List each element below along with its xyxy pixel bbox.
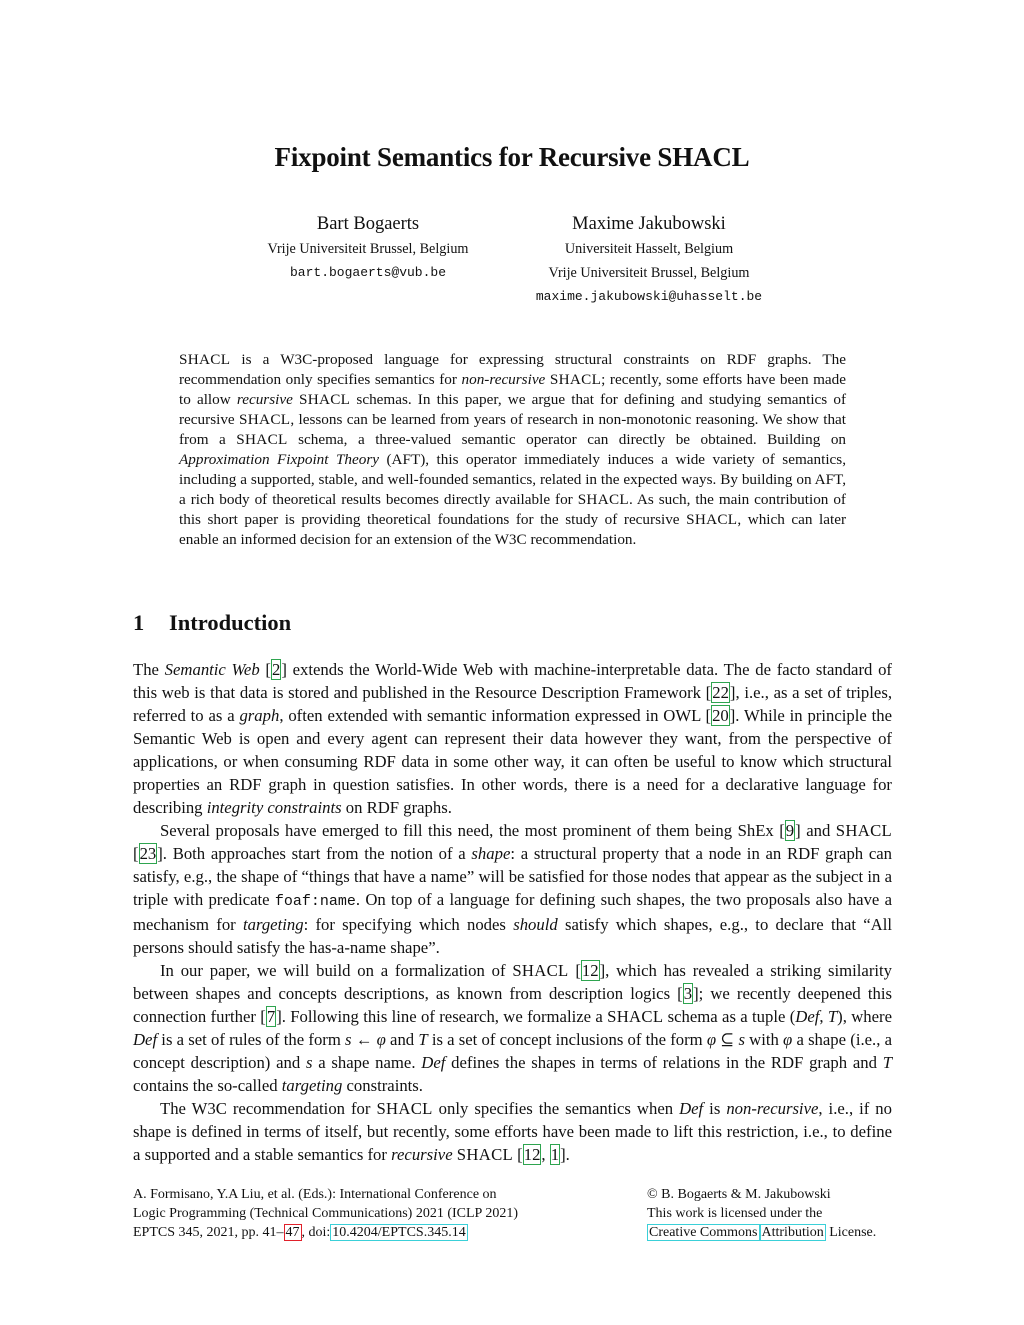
author-name: Bart Bogaerts	[316, 214, 420, 234]
footer-left: A. Formisano, Y.A Liu, et al. (Eds.): International Conference on Logic Programming (Technical Communications) 2021 (ICLP 2021) EPTCS 345, 2021, pp. 41– 47 , doi: 10.4204/EPTCS.345.14	[133, 1187, 518, 1240]
author-name: Maxime Jakubowski	[572, 214, 726, 234]
citation-link[interactable]: 20	[712, 706, 729, 725]
citation-link[interactable]: 1	[550, 1145, 560, 1164]
abstract	[179, 350, 846, 550]
citation-link[interactable]: 12	[581, 961, 599, 980]
citation-link[interactable]: 22	[712, 683, 729, 702]
author-affiliation: Vrije Universiteit Brussel, Belgium	[548, 265, 750, 281]
last-page-link[interactable]: 47	[285, 1225, 300, 1240]
citation-link[interactable]: 23	[139, 844, 157, 863]
author-block-1	[243, 211, 493, 285]
citation-link[interactable]: 12	[523, 1145, 541, 1164]
attribution-link[interactable]: Attribution	[761, 1225, 824, 1240]
section-heading	[133, 610, 291, 636]
citation-link[interactable]: 7	[266, 1007, 276, 1026]
citation-link[interactable]: 3	[683, 984, 693, 1003]
author-affiliation: Universiteit Hasselt, Belgium	[564, 241, 734, 257]
section-title: Introduction	[169, 610, 292, 635]
section-number: 1	[133, 610, 145, 635]
paragraph-2: Several proposals have emerged to fill this need, the most prominent of them being ShEx [9] and SHACL [23]. Both approaches start from the notion of a shape: a structural property that a node in an RDF graph can satisfy, e.g., the shape of “things that have a name” will be satisfied for those nodes that appear as the subject in a triple with predicate foaf:name. On top of a language for defining such shapes, the two proposals also have a mechanism for targeting: for specifying which nodes should satisfy which shapes, e.g., to declare that “All persons should satisfy the has-a-name shape”.	[133, 821, 893, 957]
author-email: bart.bogaerts@vub.be	[289, 265, 447, 280]
body-text	[133, 658, 892, 1166]
footer-right: © B. Bogaerts & M. Jakubowski This work is licensed under the Creative Commons Attribution License.	[647, 1187, 877, 1240]
paragraph-3: In our paper, we will build on a formalization of SHACL [12], which has revealed a striking similarity between shapes and concepts descriptions, as known from description logics [3]; we recently deepened this connection further [7]. Following this line of research, we formalize a SHACL schema as a tuple (Def, T), where Def is a set of rules of the form s ← φ and T is a set of concept inclusions of the form φ ⊆ s with φ a shape (i.e., a concept description) and s a shape name. Def defines the shapes in terms of relations in the RDF graph and T contains the so-called targeting constraints.	[133, 961, 892, 1095]
citation-link[interactable]: 2	[271, 660, 281, 679]
author-block-2	[518, 211, 780, 309]
abstract-text: SHACL is a W3C-proposed language for expressing structural constraints on RDF graphs. The recommendation only specifies semantics for non-recursive SHACL; recently, some efforts have been made to allow recursive SHACL schemas. In this paper, we argue that for defining and studying semantics of recursive SHACL, lessons can be learned from years of research in non-monotonic reasoning. We show that from a SHACL schema, a three-valued semantic operator can directly be obtained. Building on Approximation Fixpoint Theory (AFT), this operator immediately induces a wide variety of semantics, including a supported, stable, and well-founded semantics, related in the expected ways. By building on AFT, a rich body of theoretical results becomes directly available for SHACL. As such, the main contribution of this short paper is providing theoretical foundations for the study of recursive SHACL, which can later enable an informed decision for an extension of the W3C recommendation.	[179, 351, 847, 548]
author-email: maxime.jakubowski@uhasselt.be	[535, 289, 763, 304]
author-affiliation: Vrije Universiteit Brussel, Belgium	[267, 241, 469, 257]
paragraph-4: The W3C recommendation for SHACL only specifies the semantics when Def is non-recursive, i.e., if no shape is defined in terms of itself, but recently, some efforts have been made to lift this restriction, i.e., to define a supported and a stable semantics for recursive SHACL [12, 1].	[133, 1099, 892, 1164]
citation-link[interactable]: 9	[785, 821, 795, 840]
doi-link[interactable]: 10.4204/EPTCS.345.14	[332, 1225, 466, 1240]
paragraph-1: The Semantic Web [2] extends the World-Wide Web with machine-interpretable data. The de facto standard of this web is that data is stored and published in the Resource Description Framework [22], i.e., as a set of triples, referred to as a graph, often extended with semantic information expressed in OWL [20]. While in principle the Semantic Web is open and every agent can represent their data however they want, from the perspective of applications, or when consuming RDF data in some other way, it can often be useful to know which structural properties an RDF graph in question satisfies. In other words, there is a need for a declarative language for describing integrity constraints on RDF graphs.	[133, 660, 892, 817]
paper-title: Fixpoint Semantics for Recursive SHACL	[274, 142, 750, 172]
license-link[interactable]: Creative Commons	[649, 1225, 758, 1240]
